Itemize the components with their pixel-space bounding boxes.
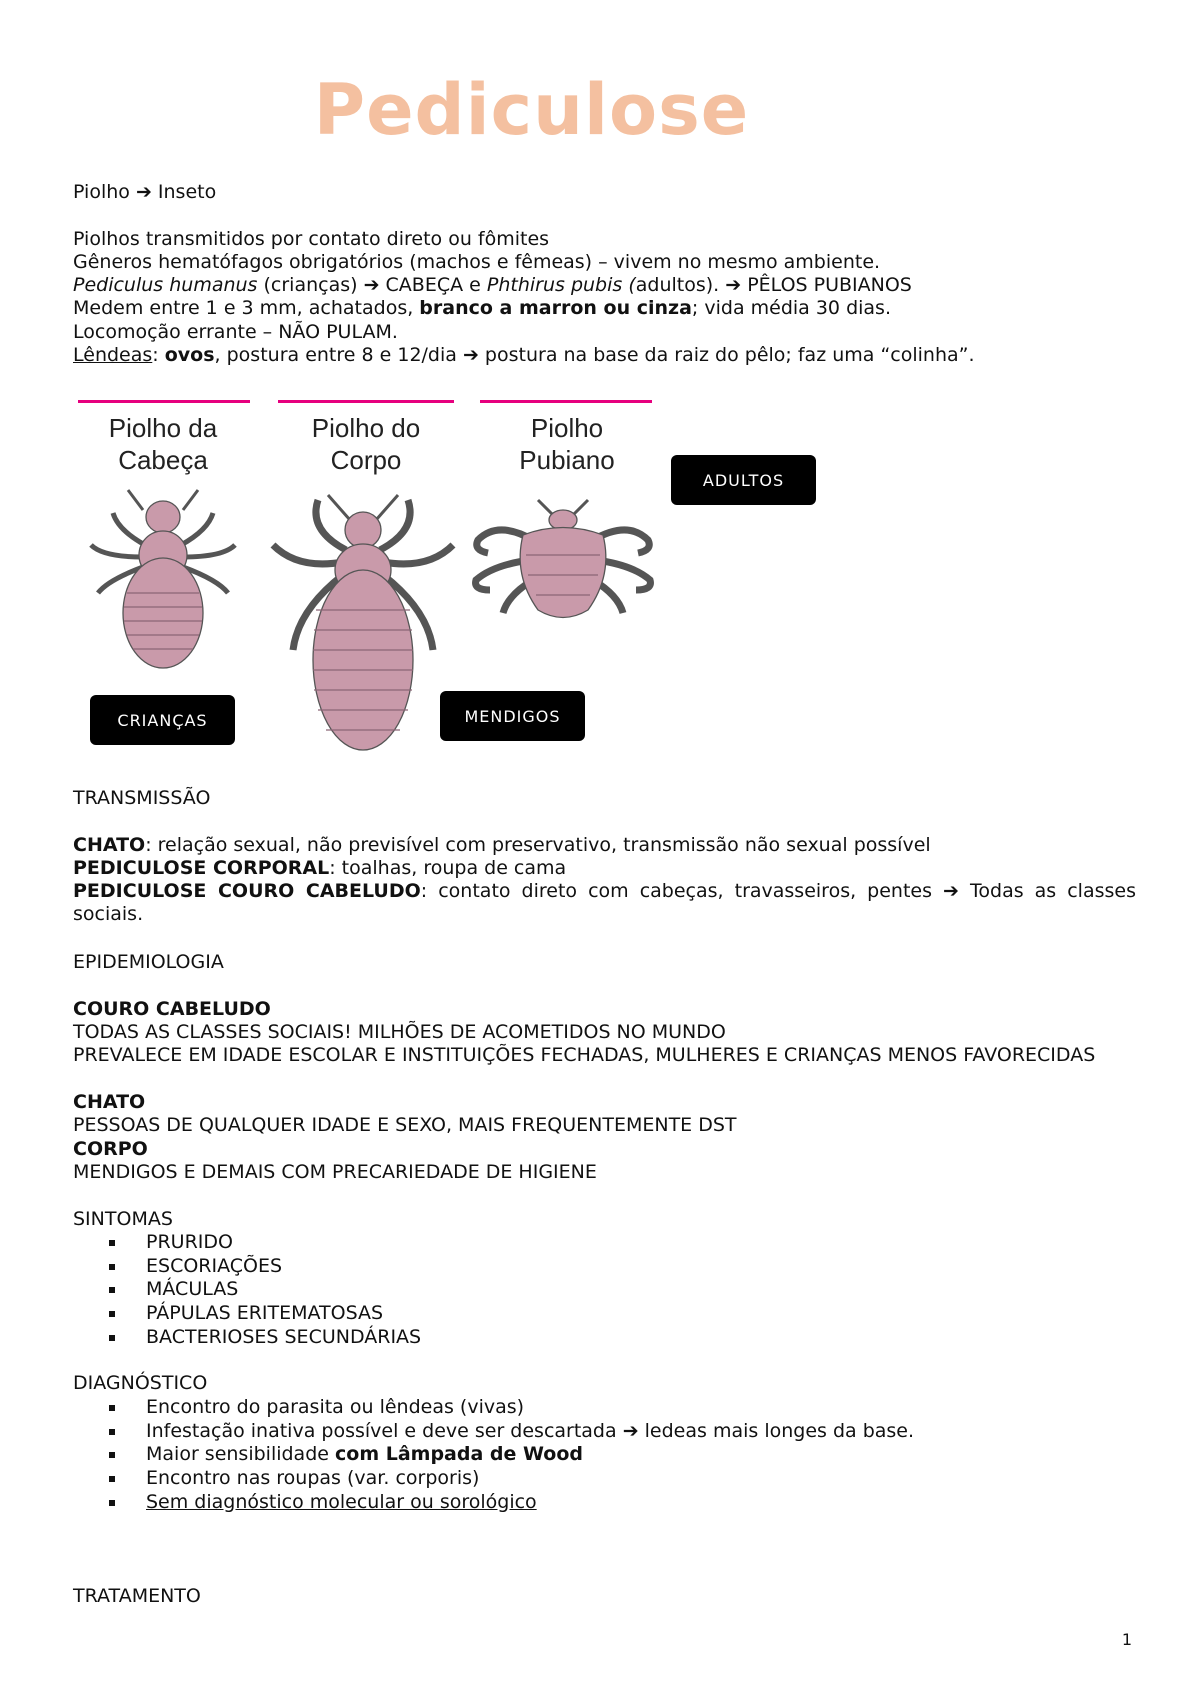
diagnosis-list [73,1396,914,1515]
diagnosis-heading: DIAGNÓSTICO [73,1372,208,1394]
body-louse-label: Piolho do Corpo [311,413,421,475]
treatment-heading: TRATAMENTO [73,1585,201,1607]
intro-line-7: Lêndeas: ovos, postura entre 8 e 12/dia ➔ postura na base da raiz do pêlo; faz uma “colinha”. [73,344,975,366]
lice-figure [78,395,838,765]
head-louse-illustration [83,485,243,675]
adults-badge: ADULTOS [671,455,816,505]
arrow-icon: ➔ [725,274,742,296]
bullet-icon [109,1500,115,1506]
pubic-louse-label: Piolho Pubiano [519,413,615,475]
list-item: MÁCULAS [73,1278,421,1302]
list-item: PÁPULAS ERITEMATOSAS [73,1302,421,1326]
arrow-icon: ➔ [135,181,152,203]
list-item: ESCORIAÇÕES [73,1255,421,1279]
list-item: Maior sensibilidade com Lâmpada de Wood [73,1443,914,1467]
intro-line-2: Piolhos transmitidos por contato direto ou fômites [73,228,550,250]
epidemiology-couro-line2: PREVALECE EM IDADE ESCOLAR E INSTITUIÇÕES FECHADAS, MULHERES E CRIANÇAS MENOS FAVORECIDAS [73,1044,1096,1066]
list-item: PRURIDO [73,1231,421,1255]
list-item: Infestação inativa possível e deve ser descartada ➔ ledeas mais longes da base. [73,1420,914,1444]
transmission-corporal: PEDICULOSE CORPORAL: toalhas, roupa de cama [73,857,567,879]
epidemiology-couro-label: COURO CABELUDO [73,998,271,1020]
transmission-couro: PEDICULOSE COURO CABELUDO: contato direto com cabeças, travasseiros, pentes ➔ Todas as classes sociais. [73,880,1136,925]
column-rule-pubic [480,400,652,403]
bullet-icon [109,1335,115,1341]
column-rule-head [78,400,250,403]
body-louse-illustration [268,490,458,760]
head-louse-label: Piolho da Cabeça [108,413,218,475]
intro-line-6: Locomoção errante – NÃO PULAM. [73,321,398,343]
transmission-heading: TRANSMISSÃO [73,787,211,809]
bullet-icon [109,1287,115,1293]
children-badge: CRIANÇAS [90,695,235,745]
epidemiology-couro-line1: TODAS AS CLASSES SOCIAIS! MILHÕES DE ACOMETIDOS NO MUNDO [73,1021,726,1043]
arrow-icon: ➔ [943,880,959,902]
list-item: Encontro do parasita ou lêndeas (vivas) [73,1396,914,1420]
bullet-icon [109,1311,115,1317]
intro-line-4: Pediculus humanus (crianças) ➔ CABEÇA e Phthirus pubis (adultos). ➔ PÊLOS PUBIANOS [73,274,912,296]
column-rule-body [278,400,454,403]
bullet-icon [109,1240,115,1246]
intro-line-1: Piolho ➔ Inseto [73,181,217,203]
bullet-icon [109,1405,115,1411]
page-title: Pediculose [313,69,750,151]
epidemiology-heading: EPIDEMIOLOGIA [73,951,224,973]
list-item: Sem diagnóstico molecular ou sorológico [73,1491,914,1515]
bullet-icon [109,1429,115,1435]
epidemiology-corpo-line: MENDIGOS E DEMAIS COM PRECARIEDADE DE HIGIENE [73,1161,597,1183]
bullet-icon [109,1264,115,1270]
intro-line-3: Gêneros hematófagos obrigatórios (machos e fêmeas) – vivem no mesmo ambiente. [73,251,881,273]
bullet-icon [109,1476,115,1482]
epidemiology-chato-label: CHATO [73,1091,146,1113]
list-item: Encontro nas roupas (var. corporis) [73,1467,914,1491]
pubic-louse-illustration [468,495,658,635]
symptoms-heading: SINTOMAS [73,1208,173,1230]
transmission-chato: CHATO: relação sexual, não previsível com preservativo, transmissão não sexual possível [73,834,931,856]
beggars-badge: MENDIGOS [440,691,585,741]
arrow-icon: ➔ [363,274,380,296]
page-number: 1 [1121,1630,1132,1649]
arrow-icon: ➔ [622,1419,639,1442]
bullet-icon [109,1452,115,1458]
list-item: BACTERIOSES SECUNDÁRIAS [73,1326,421,1350]
arrow-icon: ➔ [462,344,479,366]
symptoms-list [73,1231,421,1350]
intro-line-5: Medem entre 1 e 3 mm, achatados, branco a marron ou cinza; vida média 30 dias. [73,297,891,319]
epidemiology-corpo-label: CORPO [73,1138,148,1160]
epidemiology-chato-line: PESSOAS DE QUALQUER IDADE E SEXO, MAIS FREQUENTEMENTE DST [73,1114,737,1136]
